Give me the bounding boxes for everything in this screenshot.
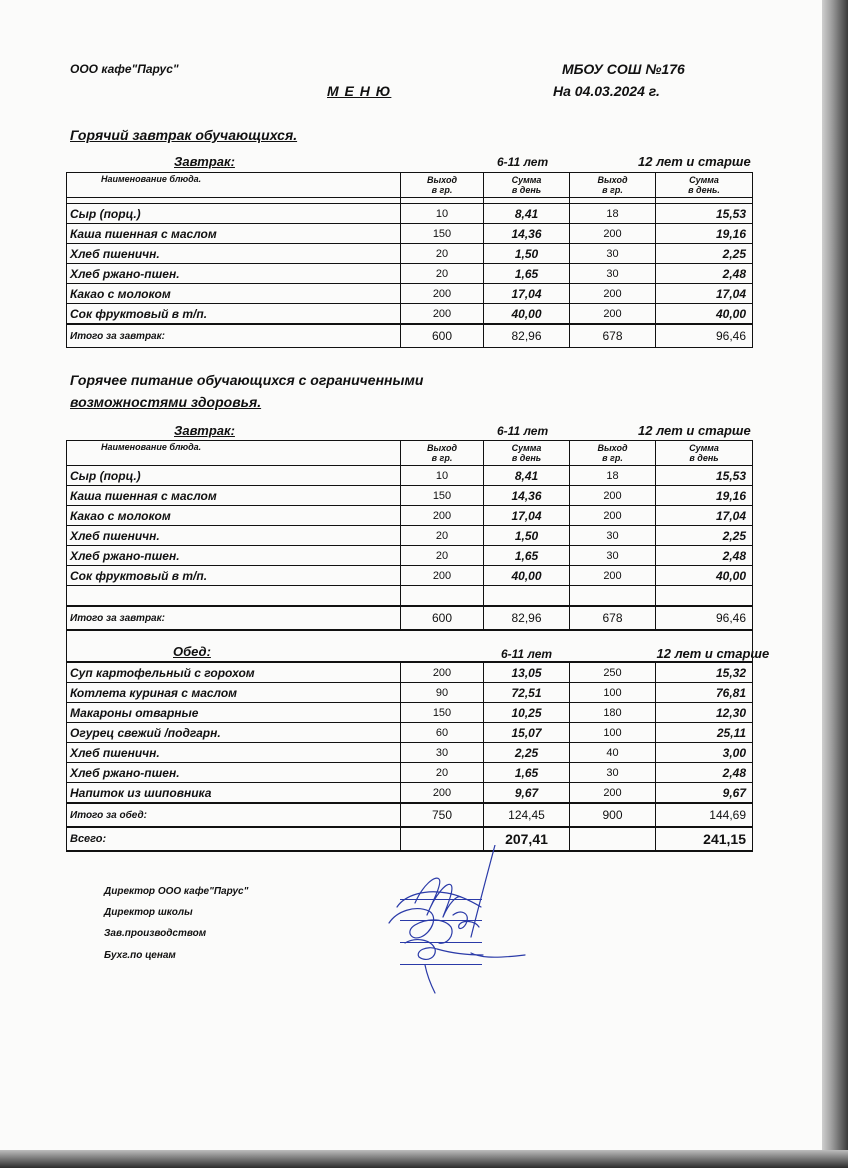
table-row: Макароны отварные 150 10,25 180 12,30 — [67, 703, 753, 723]
empty-row — [67, 586, 753, 607]
section1-meal-label: Завтрак: — [174, 154, 235, 169]
section2-age-a: 6-11 лет — [497, 424, 549, 438]
section1-age-a: 6-11 лет — [497, 155, 549, 169]
signature-label: Директор школы — [104, 907, 193, 918]
table-row: Хлеб пшеничн. 30 2,25 40 3,00 — [67, 743, 753, 763]
scan-edge-right — [822, 0, 848, 1168]
table-row: Хлеб ржано-пшен. 20 1,65 30 2,48 — [67, 264, 753, 284]
table-row: Хлеб ржано-пшен. 20 1,65 30 2,48 — [67, 546, 753, 566]
col-name-header: Наименование блюда. — [67, 441, 401, 466]
section2-heading-line1: Горячее питание обучающихся с ограниченными — [70, 372, 424, 388]
col-name-header: Наименование блюда. — [67, 173, 401, 198]
lunch-header-row — [67, 630, 753, 662]
section1-heading: Горячий завтрак обучающихся. — [70, 127, 298, 143]
table-header-row — [67, 173, 753, 198]
table-row: Напиток из шиповника 200 9,67 200 9,67 — [67, 783, 753, 804]
menu-date: На 04.03.2024 г. — [553, 83, 660, 99]
total-row: Итого за завтрак: 600 82,96 678 96,46 — [67, 606, 753, 630]
section2-meal-label: Завтрак: — [174, 423, 235, 438]
table-row: Хлеб ржано-пшен. 20 1,65 30 2,48 — [67, 763, 753, 783]
table-row: Сыр (порц.) 10 8,41 18 15,53 — [67, 204, 753, 224]
col-sum-header: Сумма в день — [484, 441, 570, 466]
section1-age-b: 12 лет и старше — [638, 154, 751, 169]
table-row: Каша пшенная с маслом 150 14,36 200 19,16 — [67, 486, 753, 506]
col-sum-header: Сумма в день — [484, 173, 570, 198]
table-row: Сок фруктовый в т/п. 200 40,00 200 40,00 — [67, 304, 753, 325]
col-out-header: Выход в гр. — [401, 173, 484, 198]
table-header-row — [67, 441, 753, 466]
school-name: МБОУ СОШ №176 — [562, 61, 685, 77]
scan-edge-bottom — [0, 1150, 848, 1168]
section2-age-b: 12 лет и старше — [638, 423, 751, 438]
page-title: М Е Н Ю — [327, 83, 392, 99]
lunch-age-b: 12 лет и старше — [656, 630, 753, 662]
table-row: Суп картофельный с горохом 200 13,05 250 15,32 — [67, 662, 753, 683]
table-row: Какао с молоком 200 17,04 200 17,04 — [67, 506, 753, 526]
section2-table — [66, 440, 770, 852]
section1-table — [66, 172, 753, 348]
col-sum-header: Сумма в день — [656, 441, 753, 466]
signature-label: Зав.производством — [104, 928, 207, 939]
table-row: Хлеб пшеничн. 20 1,50 30 2,25 — [67, 526, 753, 546]
section2-heading-line2: возможностями здоровья. — [70, 394, 262, 410]
table-row: Сок фруктовый в т/п. 200 40,00 200 40,00 — [67, 566, 753, 586]
handwritten-signature — [375, 845, 535, 995]
table-row: Огурец свежий /подгарн. 60 15,07 100 25,11 — [67, 723, 753, 743]
table-row: Хлеб пшеничн. 20 1,50 30 2,25 — [67, 244, 753, 264]
signature-label: Директор ООО кафе"Парус" — [104, 886, 249, 897]
table-row: Какао с молоком 200 17,04 200 17,04 — [67, 284, 753, 304]
table-row: Котлета куриная с маслом 90 72,51 100 76,81 — [67, 683, 753, 703]
total-row: Итого за завтрак: 600 82,96 678 96,46 — [67, 324, 753, 348]
lunch-label: Обед: — [173, 644, 211, 659]
signature-label: Бухг.по ценам — [104, 950, 176, 961]
col-out-header: Выход в гр. — [401, 441, 484, 466]
lunch-age-a: 6-11 лет — [484, 630, 570, 662]
grand-total-row: Всего: 207,41 241,15 — [67, 827, 753, 851]
col-out-header: Выход в гр. — [570, 441, 656, 466]
table-row: Сыр (порц.) 10 8,41 18 15,53 — [67, 466, 753, 486]
col-out-header: Выход в гр. — [570, 173, 656, 198]
company-name: ООО кафе"Парус" — [70, 62, 179, 76]
col-sum-header: Сумма в день. — [656, 173, 753, 198]
total-row: Итого за обед: 750 124,45 900 144,69 — [67, 803, 753, 827]
table-row: Каша пшенная с маслом 150 14,36 200 19,16 — [67, 224, 753, 244]
